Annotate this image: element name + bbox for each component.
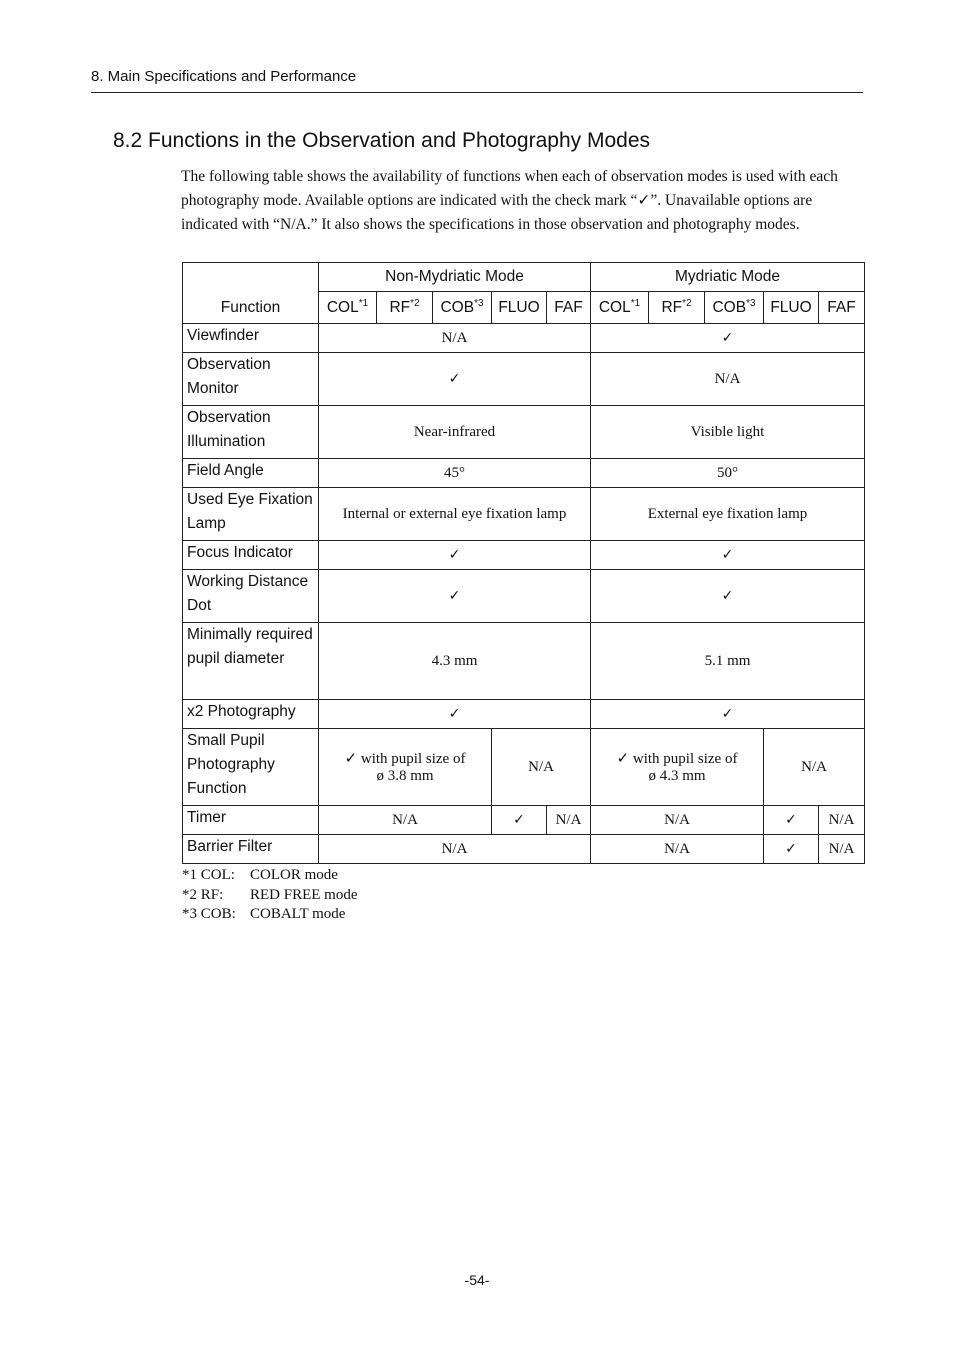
cell-value: N/A	[591, 353, 865, 406]
check-mark-icon: ✓	[591, 700, 865, 729]
table-row	[183, 570, 865, 623]
row-label: Working Distance Dot	[183, 570, 319, 623]
cell-value: Near-infrared	[319, 406, 591, 459]
row-label: x2 Photography	[183, 700, 319, 729]
cell-line: ø 3.8 mm	[376, 768, 434, 784]
footnote-key: *2 RF:	[182, 886, 224, 903]
cell-line: ø 4.3 mm	[648, 768, 706, 784]
cell-value: Visible light	[591, 406, 865, 459]
cell-value: N/A	[547, 806, 591, 835]
group-header-non-mydriatic: Non-Mydriatic Mode	[319, 263, 591, 292]
mode-cob-header: COB$^{*3}$	[705, 292, 764, 324]
mode-faf-header: FAF	[819, 292, 865, 324]
check-mark-icon: ✓	[591, 541, 865, 570]
footnote-text: COLOR mode	[250, 867, 338, 883]
cell-value: 4.3 mm	[319, 623, 591, 700]
cell-value: N/A	[492, 729, 591, 806]
cell-value: 50°	[591, 459, 865, 488]
row-label: Observation Illumination	[183, 406, 319, 459]
cell-value: N/A	[319, 806, 492, 835]
row-label: Viewfinder	[183, 324, 319, 353]
cell-value: N/A	[819, 835, 865, 864]
table-row	[183, 459, 865, 488]
cell-value	[591, 729, 764, 806]
check-mark-icon: ✓	[319, 570, 591, 623]
functions-table	[182, 262, 865, 864]
footnote	[182, 866, 358, 886]
cell-value: 45°	[319, 459, 591, 488]
table-header-row	[183, 263, 865, 292]
check-mark-icon: ✓	[764, 835, 819, 864]
footnote-text: COBALT mode	[250, 906, 346, 922]
intro-paragraph: The following table shows the availability of functions when each of observation modes is used with each photography mode. Available options are indicated with the check mark “✓”. Unavailable options are indicated with “N/A.” It also shows the specifications in those observation and photography modes.	[181, 168, 838, 233]
cell-value: N/A	[819, 806, 865, 835]
table-row	[183, 835, 865, 864]
footnote	[182, 886, 358, 906]
mode-faf-header: FAF	[547, 292, 591, 324]
cell-value: N/A	[319, 835, 591, 864]
group-header-mydriatic: Mydriatic Mode	[591, 263, 865, 292]
cell-value: N/A	[764, 729, 865, 806]
mode-rf-header: RF$^{*2}$	[377, 292, 433, 324]
table-row	[183, 541, 865, 570]
mode-fluo-header: FLUO	[492, 292, 547, 324]
footnote-text: RED FREE mode	[250, 886, 358, 903]
row-label: Small Pupil Photography Function	[183, 729, 319, 806]
row-label: Observation Monitor	[183, 353, 319, 406]
mode-col-header: COL$^{*1}$	[319, 292, 377, 324]
row-label: Timer	[183, 806, 319, 835]
check-mark-icon: ✓	[591, 324, 865, 353]
cell-value	[319, 729, 492, 806]
table-row	[183, 406, 865, 459]
check-mark-icon: ✓	[591, 570, 865, 623]
row-label: Minimally required pupil diameter	[183, 623, 319, 700]
table-row	[183, 623, 865, 700]
table-row	[183, 806, 865, 835]
footnote-key: *3 COB:	[182, 906, 236, 922]
cell-line: ✓ with pupil size of	[344, 751, 466, 767]
function-header: Function	[183, 263, 319, 324]
footnote-key: *1 COL:	[182, 867, 235, 883]
table-row	[183, 700, 865, 729]
table-row	[183, 353, 865, 406]
table-row	[183, 488, 865, 541]
cell-value: N/A	[591, 806, 764, 835]
mode-rf-header: RF$^{*2}$	[649, 292, 705, 324]
page-number: -54-	[464, 1272, 490, 1288]
row-label: Barrier Filter	[183, 835, 319, 864]
mode-fluo-header: FLUO	[764, 292, 819, 324]
table-row	[183, 729, 865, 806]
footnote	[182, 905, 358, 925]
cell-value: External eye fixation lamp	[591, 488, 865, 541]
cell-value: Internal or external eye fixation lamp	[319, 488, 591, 541]
table-row	[183, 324, 865, 353]
row-label: Used Eye Fixation Lamp	[183, 488, 319, 541]
check-mark-icon: ✓	[492, 806, 547, 835]
row-label: Focus Indicator	[183, 541, 319, 570]
mode-cob-header: COB$^{*3}$	[433, 292, 492, 324]
cell-line: ✓ with pupil size of	[616, 751, 738, 767]
cell-value: N/A	[591, 835, 764, 864]
footnotes	[182, 866, 358, 925]
mode-col-header: COL$^{*1}$	[591, 292, 649, 324]
check-mark-icon: ✓	[319, 541, 591, 570]
cell-value: 5.1 mm	[591, 623, 865, 700]
check-mark-icon: ✓	[319, 700, 591, 729]
row-label: Field Angle	[183, 459, 319, 488]
check-mark-icon: ✓	[319, 353, 591, 406]
section-title: 8.2 Functions in the Observation and Photography Modes	[113, 129, 650, 152]
running-header: 8. Main Specifications and Performance	[91, 68, 863, 93]
check-mark-icon: ✓	[764, 806, 819, 835]
cell-value: N/A	[319, 324, 591, 353]
